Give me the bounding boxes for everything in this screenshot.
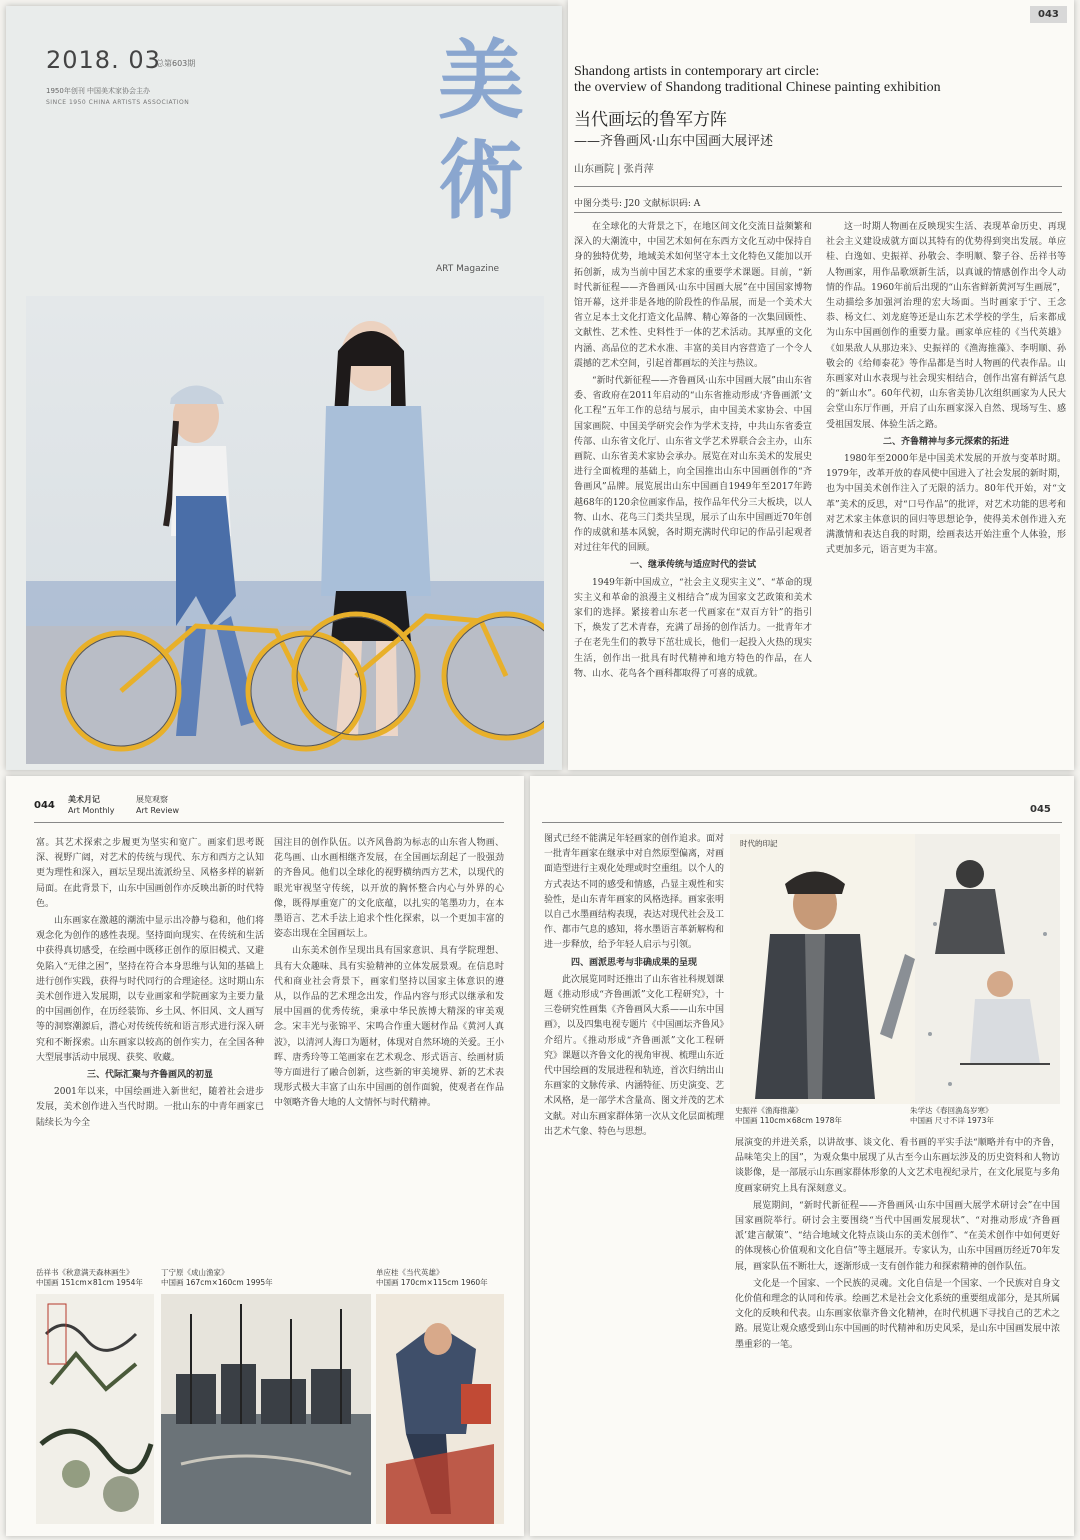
artwork-caption-3: [376, 1268, 488, 1288]
text-column-1: [574, 220, 812, 760]
paragraph: 展览期间，“新时代新征程——齐鲁画风·山东中国画大展学术研讨会”在中国国家画院举行。研讨会主要围绕“当代中国画发展现状”、“对推动形成‘齐鲁画派’建言献策”、“结合地域文化特点谈山东的美术创作”、“在美术创作中如何更好的体现核心价值观和文化自信”等主题展开。专家认为，山东中国画历经近70年发展，画家队伍不断壮大，逐渐形成一支有创作能力和探索精神的创作队伍。: [735, 1200, 1060, 1272]
artwork-title: 单应桂《当代英雄》: [376, 1268, 444, 1277]
magazine-en-title: ART Magazine: [436, 264, 500, 274]
column-label: [68, 794, 114, 816]
artwork-detail: 中国画 170cm×115cm 1960年: [376, 1278, 488, 1287]
artwork-title: 岳祥书《秋意满天森林画生》: [36, 1268, 134, 1277]
artwork-caption-1: [735, 1106, 842, 1126]
classification-code: 中图分类号: J20 文献标识码: A: [574, 199, 701, 209]
page-number: 043: [1030, 6, 1067, 23]
text-column-1: [36, 836, 264, 1256]
artwork-inscription: 时代的印記: [740, 839, 778, 848]
page-044: [6, 776, 524, 1536]
article-author: 山东画院 | 张肖萍: [574, 164, 654, 175]
artwork-image-contemporary-heroes: [376, 1294, 504, 1524]
section-heading: 一、继承传统与适应时代的尝试: [629, 560, 756, 571]
article-title: 当代画坛的鲁军方阵: [574, 110, 727, 130]
artwork-detail: 中国画 167cm×160cm 1995年: [161, 1278, 273, 1287]
artwork-detail: 中国画 尺寸不详 1973年: [910, 1116, 994, 1125]
paragraph: 此次展览同时还推出了山东省社科规划课题《推动形成“齐鲁画派”文化工程研究》，十三卷研究性画集《齐鲁画风大系——山东中国画》，以及四集电视专题片《中国画坛齐鲁风》介绍片。《推动形成“齐鲁画派”文化工程研究》课题以齐鲁文化的视角审视、梳理山东近代中国绘画的发展进程和轨迹，首次归纳出山东画家的文脉传承、内涵特征、历史演变、艺术风格，是一部学术含量高、图文并茂的艺术文献。对山东画家群体第一次从文化层面梳理出艺术气象、特色与思想。: [544, 974, 724, 1137]
issue-number: 2018. 03: [46, 46, 161, 74]
artwork-caption-1: [36, 1268, 143, 1288]
text-column-1: [544, 832, 724, 1332]
artwork-title: 丁宁原《成山渔家》: [161, 1268, 229, 1277]
page-043: [568, 0, 1074, 770]
text-column-2: [826, 220, 1066, 760]
cover-association: SINCE 1950 CHINA ARTISTS ASSOCIATION: [46, 99, 190, 106]
subcolumn-name-en: Art Review: [136, 806, 179, 815]
section-heading: 三、代际汇聚与齐鲁画风的初显: [86, 1070, 213, 1081]
paragraph: 1980年至2000年是中国美术发展的开放与变革时期。1979年，改革开放的春风使中国进入了社会发展的新时期，也为中国美术创作注入了无限的活力。80年代开始，对“文革”美术的反思，对“口号作品”的批评，对艺术功能的思考和对艺术家主体意识的回归等思想论争，使得美术创作进入充满激情和表达自我的时期，绘画表达开始注重个人体验，形式更加多元，语言更为丰富。: [826, 454, 1066, 556]
artwork-images-pair: [730, 834, 1060, 1104]
artwork-image-landscape: [36, 1294, 154, 1524]
artwork-caption-2: [910, 1106, 994, 1126]
divider: [574, 212, 1062, 213]
cover-painting-girls-bicycles: [26, 296, 544, 764]
article-english-title: [574, 64, 954, 96]
artwork-detail: 中国画 110cm×68cm 1978年: [735, 1116, 842, 1125]
text-column-2: [274, 836, 504, 1256]
paragraph: 在全球化的大背景之下，在地区间文化交流日益频繁和深入的大潮流中，中国艺术如何在东西方文化互动中保持自身的独特优势，地域美术如何坚守本土文化特色又能加以开拓创新，成为当前中国艺术家的重要学术课题。目前，“新时代新征程——齐鲁画风·山东中国画大展”在中国国家博物馆开幕，这并非是各地的阶段性的作品展，而是一个美术大省立足本土文化打造文化品牌、精心筹备的一次集回顾性、文献性、艺术性、史料性于一体的艺术活动。其厚重的文化内涵、高品位的艺术水准、丰富的美目内容营造了一个令人震撼的艺术空间，引起首都画坛的关注与热议。: [574, 222, 812, 369]
en-title-line-1: Shandong artists in contemporary art circle:: [574, 64, 820, 79]
paragraph: 富。其艺术探索之步履更为坚实和宽广。画家们思考既深、视野广阔，对艺术的传统与现代、东方和西方之认知更为理性和深入，画坛呈现出流派纷呈、风格多样的崭新局面。在此背景下，山东中国画创作亦反映出新的时代特色。: [36, 838, 264, 909]
paragraph: 展演变的并进关系，以讲故事、谈文化、看书画的平实手法“顺略并有中的齐鲁，品味笔尖上的国”，为观众集中展现了从古至今山东画坛涉及的历史资料和人物访谈影像，是一部展示山东画家群体形象的人文艺术电视纪录片，在文化展览与多角度画家研究上具有深刻意义。: [735, 1138, 1060, 1194]
page-number: 044: [34, 800, 55, 811]
artwork-title: 史振祥《渔海推藻》: [735, 1106, 803, 1115]
column-name-en: Art Monthly: [68, 806, 115, 815]
paragraph: 山东画家在激越的潮流中显示出冷静与稳和，他们将观念化为创作的感性表现。坚持面向现实、在传统和生活中获得真切感受，在绘画中既移正创作的原旧模式、又避免陷入“无律之困”，坚持在符合本身思维与认知的基础上进行创作实践，获得与时代同行的合理途径。这时期山东美术创作进入发展期，以专业画家和学院画家为主要力量的中国画创作，在历经装饰、乡土风、怀旧风、文人画写等的洞察潮源后，潜心对传统传统和语言形式进行深入研究和不断探索。山东画家以较高的创作实力，在全国各种大型展事活动中展现、获奖、收藏。: [36, 916, 264, 1063]
artwork-caption-2: [161, 1268, 273, 1288]
cover-publisher: 1950年创刊 中国美术家协会主办: [46, 87, 151, 95]
issue-total: 总第603期: [156, 59, 196, 68]
artwork-image-fishing-village: [161, 1294, 371, 1524]
paragraph: 2001年以来，中国绘画进入新世纪，随着社会进步发展，美术创作进入当代时期。一批山东的中青年画家已陆续长为今全: [36, 1087, 264, 1128]
page-045: [530, 776, 1074, 1536]
divider: [542, 822, 1062, 823]
column-name-zh: 美术月记: [68, 795, 100, 804]
artwork-detail: 中国画 151cm×81cm 1954年: [36, 1278, 143, 1287]
paragraph: 国注目的创作队伍。以齐风鲁韵为标志的山东省人物画、花鸟画、山水画相继齐发展，在全国画坛刮起了一股强劲的齐鲁风。他们以全球化的视野横纳西方艺术，以现代的眼光审视坚守传统，以开放的胸怀整合内心与外界的心像，既得厚重宽广的文化底蕴，以扎实的笔墨功力，在本墨语言、艺术手法上追求个性化探索，以一个更加丰富的姿态出现在全国画坛上。: [274, 838, 504, 940]
text-column-2: [735, 1136, 1060, 1526]
divider: [574, 186, 1062, 187]
paragraph: 图式已经不能满足年轻画家的创作追求。面对一批青年画家在继承中对自然原型偏离，对画面造型进行主观化处理或时空重组。以个人的方式表达不同的感受和情感，凸显主观性和实验性，是山东青年画家的风格选择。画家张明以自己水墨画结构表现，表达对现代社会及工作、都市气息的感知，将水墨语言革新解构和进一步释放，给予年轻人启示与引领。: [544, 834, 724, 951]
section-heading: 四、画派思考与非确成果的呈现: [570, 957, 697, 968]
paragraph: 文化是一个国家、一个民族的灵魂。文化自信是一个国家、一个民族对自身文化价值和理念的认同和传承。绘画艺术是社会文化系统的重要组成部分，是其所属文化的反映和代表。山东画家依靠齐鲁文化精神，在时代机遇下寻找自己的艺术之路。展览让观众感受到山东中国画的时代精神和历史风采，是山东中国画发展中浓墨重彩的一笔。: [735, 1278, 1060, 1350]
en-title-line-2: the overview of Shandong traditional Chinese painting exhibition: [574, 80, 941, 95]
paragraph: 这一时期人物画在反映现实生活、表现革命历史、再现社会主义建设成就方面以其特有的优势得到突出发展。单应桂、白逸如、史振祥、孙敬会、李明顺、黎子谷、岳祥书等人物画家，用作品歌颂新生活，以真诚的情感创作出令人动情的作品。1960年前后出现的“山东省鲜新黄河写生画展”，生动描绘多加强河治理的宏大场面。当时画家于宁、王念恭、杨文仁、刘龙庭等还是山东艺术学校的学生，后来都成为山东中国画创作的重要力量。画家单应桂的《当代英雄》《如果敌人从那边来》、史振祥的《渔海推藻》、李明顺、孙敬会的《给师泰花》等作品都是当时人物画的代表作品。山东画家对山水表现与社会现实相结合，创作出富有鲜活气息的“新山水”。60年代初，山东省美协几次组织画家为人民大会堂山东厅作画，开启了山东画家深入自然、现场写生、感受祖国发展、体验生活之路。: [826, 222, 1066, 430]
divider: [34, 822, 504, 823]
section-heading: 二、齐鲁精神与多元探索的拓进: [882, 436, 1009, 447]
artwork-title: 朱学达《春回漁岛岁寒》: [910, 1106, 993, 1115]
paragraph: 山东美术创作呈现出具有国家意识、具有学院理想、具有大众趣味、具有实验精神的立体发展景观。在信息时代和商业社会背景下，画家们坚持以国家主体意识的遵从，以作品的艺术理念出发，作品内容与形式以继承和发展中国画的优秀传统，秉承中华民族博大精深的审美观念。宋丰光与张锦平、宋鸣合作重大题材作品《黄河人真波》，以清河人海口为题材，体现对自然环境的关爱。王小晖、唐秀玲等工笔画家在艺术观念、形式语言、绘画材质等方面进行了融合创新，这些新的审美境界、新的艺术表现形式极大丰富了山东中国画的创作面貌，使观者在作品中领略齐鲁大地的人文情怀与时代精神。: [274, 946, 504, 1109]
article-subtitle: ——齐鲁画风·山东中国画大展评述: [574, 134, 774, 149]
magazine-cover: [6, 6, 562, 770]
paragraph: “新时代新征程——齐鲁画风·山东中国画大展”由山东省委、省政府在2011年启动的“山东省推动形成‘齐鲁画派’文化工程”五年工作的总结与展示，由中国美术家协会、中国国家画院、中国美学研究会作为学术支持，中共山东省委宣传部、山东省文化厅、山东省文学艺术界联合会主办，山东画院、山东省美术家协会承办。展览在对山东美术的发展史进行全面梳理的基础上，向全国推出山东中国画创作的“齐鲁画风”品牌。展览展出山东中国画自1949年至2017年跨越68年的120余位画家作品，按作品年代分三大板块，以人物、山水、花鸟三门类共呈现，展示了山东中国画近70年创作的成就和基本风貌，各时期充满时代印记的作品引起观者对过往年代的回顾。: [574, 376, 812, 554]
subcolumn-label: [136, 794, 179, 816]
magazine-title: 美術: [438, 30, 524, 231]
page-number: 045: [1030, 804, 1051, 815]
paragraph: 1949年新中国成立，“社会主义现实主义”、“革命的现实主义和革命的浪漫主义相结合”成为国家文艺政策和美术家们的选择。紧接着山东老一代画家在“双百方针”的指引下，焕发了艺术青春，充满了昂扬的创作活力。一批青年才子在老先生们的教导下茁壮成长，他们一起投入火热的现实生活，创作出一批具有时代精神和地方特色的作品，在人物、山水、花鸟各个画科都取得了可喜的成就。: [574, 577, 812, 679]
subcolumn-name-zh: 展览观察: [136, 795, 168, 804]
